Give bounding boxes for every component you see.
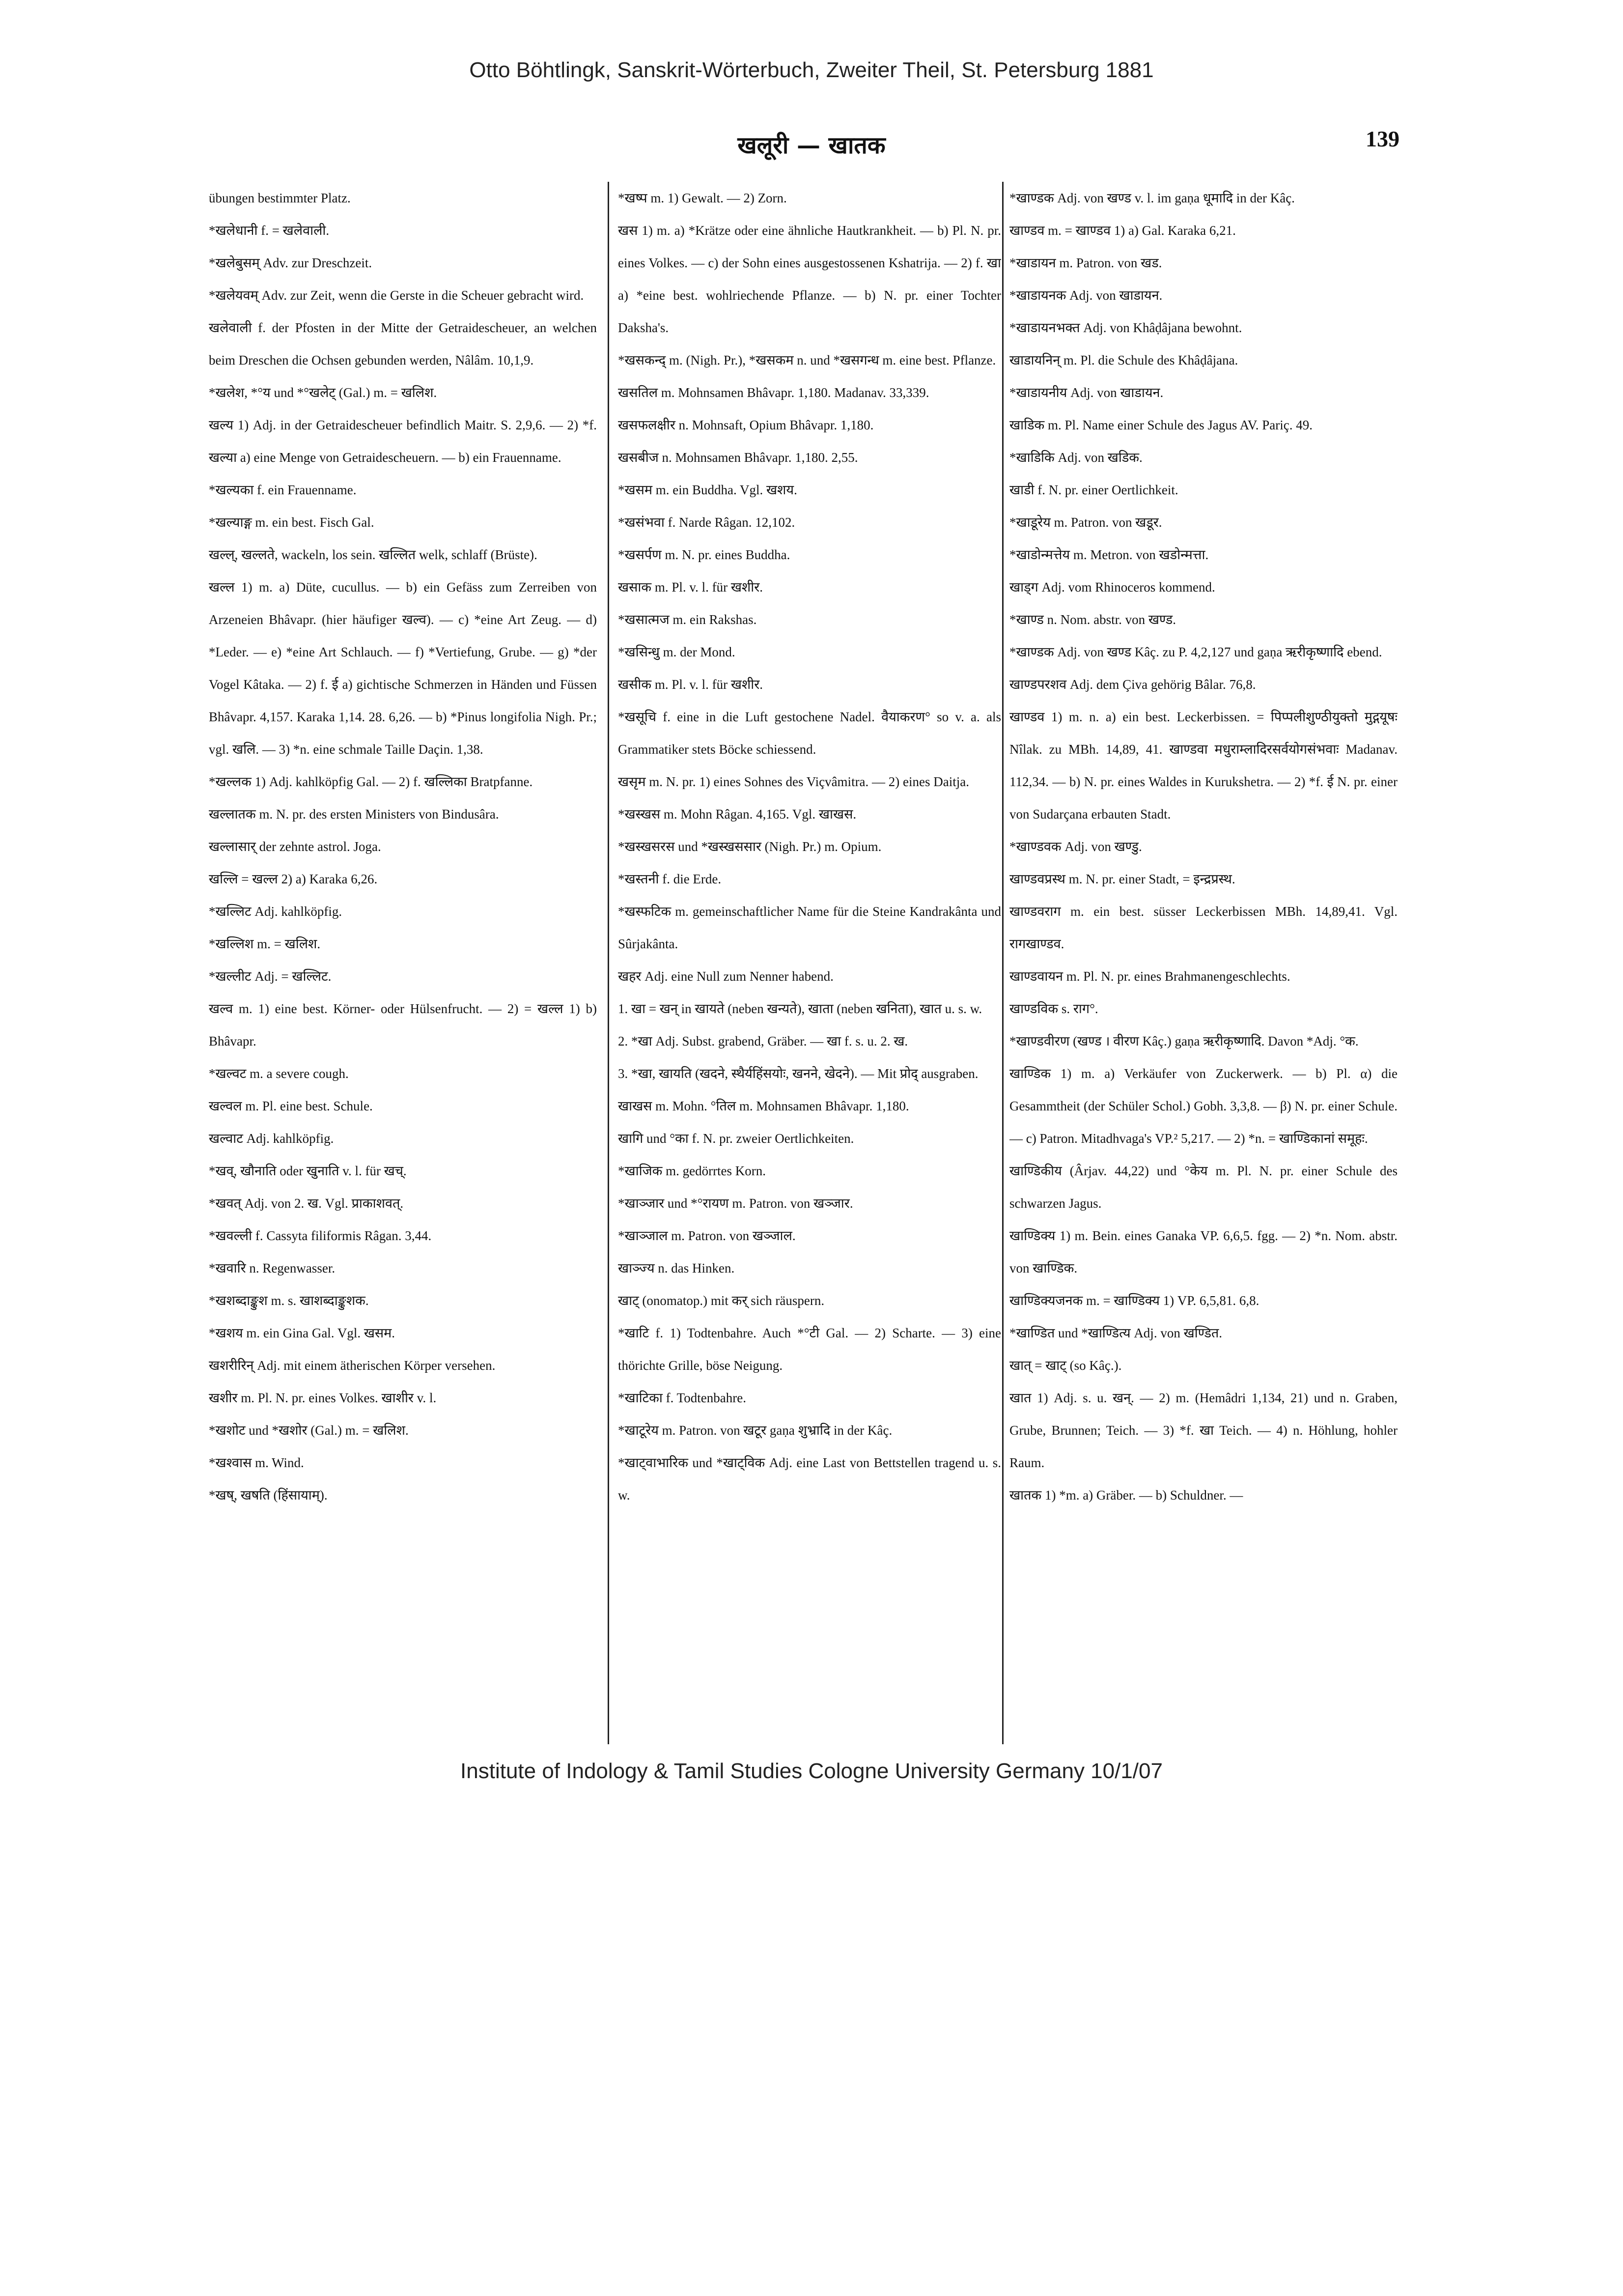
dictionary-entry: खाण्डिक 1) m. a) Verkäufer von Zuckerwerk. — b) Pl. α) die Gesammtheit (der Schüler Schol.) Gobh. 3,3,8. — β) N. pr. einer Schule. — c) Patron. Mitadhvaga's VP.² 5,217. — 2) *n. = खाण्डिकानां समूहः. (1009, 1066, 1398, 1146)
dictionary-entry: खल्लासार् der zehnte astrol. Joga. (209, 839, 381, 854)
dictionary-entry: खाण्डव 1) m. n. a) ein best. Leckerbissen. = पिप्पलीशुण्ठीयुक्तो मुद्गयूषः Nîlak. zu MBh. 14,89, 41. खाण्डवा मधुराम्लादिरसर्वयोगसंभवाः Madanav. 112,34. — b) N. pr. eines Waldes in Kurukshetra. — 2) *f. ई N. pr. einer von Sudarçana erbauten Stadt. (1009, 709, 1398, 822)
dictionary-entry: *खाट्वाभारिक und *खाट्विक Adj. eine Last von Bettstellen tragend u. s. w. (618, 1455, 1001, 1502)
dictionary-entry: खल्वल m. Pl. eine best. Schule. (209, 1099, 373, 1113)
footer-credit: Institute of Indology & Tamil Studies Cologne University Germany 10/1/07 (460, 1759, 1163, 1783)
dictionary-entry: खशरीरिन् Adj. mit einem ätherischen Körper versehen. (209, 1358, 496, 1373)
dictionary-entry: खशीर m. Pl. N. pr. eines Volkes. खाशीर v. l. (209, 1390, 437, 1405)
dictionary-entry: *खसूचि f. eine in die Luft gestochene Nadel. वैयाकरण° so v. a. als Grammatiker stets Böcke schiessend. (618, 709, 1001, 757)
dictionary-entry: खसाक m. Pl. v. l. für खशीर. (618, 580, 763, 595)
dictionary-entry: *खसात्मज m. ein Rakshas. (618, 612, 757, 627)
dictionary-entry: *खवारि n. Regenwasser. (209, 1261, 336, 1276)
dictionary-entry: *खाटि f. 1) Todtenbahre. Auch *°टी Gal. — 2) Scharte. — 3) eine thörichte Grille, böse Neigung. (618, 1326, 1001, 1373)
dictionary-entry: खसृम m. N. pr. 1) eines Sohnes des Viçvâmitra. — 2) eines Daitja. (618, 774, 969, 789)
dictionary-entry: खाडिक m. Pl. Name einer Schule des Jagus AV. Pariç. 49. (1009, 418, 1313, 432)
dictionary-entry: *खल्वट m. a severe cough. (209, 1066, 349, 1081)
dictionary-entry: खाट् (onomatop.) mit कर् sich räuspern. (618, 1293, 825, 1308)
dictionary-entry: *खाण्डक Adj. von खण्ड v. l. im gaṇa धूमादि in der Kâç. (1009, 191, 1295, 205)
dictionary-entry: übungen bestimmter Platz. (209, 191, 351, 205)
dictionary-entry: खाण्डव m. = खाण्डव 1) a) Gal. Karaka 6,21. (1009, 223, 1236, 238)
column-1 (209, 182, 597, 1739)
dictionary-entry: *खशय m. ein Gina Gal. Vgl. खसम. (209, 1326, 395, 1340)
dictionary-entry: *खवत् Adj. von 2. ख. Vgl. प्राकाशवत्. (209, 1196, 404, 1211)
dictionary-entry: *खलेबुसम् Adv. zur Dreschzeit. (209, 255, 372, 270)
dictionary-entry: *खाञ्जार und *°रायण m. Patron. von खञ्जार. (618, 1196, 853, 1211)
column-divider (608, 182, 609, 1744)
dictionary-entry: खाण्डवप्रस्थ m. N. pr. einer Stadt, = इन्द्रप्रस्थ. (1009, 872, 1235, 886)
dictionary-entry: 1. खा = खन् in खायते (neben खन्यते), खाता (neben खनिता), खात u. s. w. (618, 1001, 982, 1016)
dictionary-entry: *खाडायन m. Patron. von खड. (1009, 255, 1162, 270)
dictionary-entry: खसफलक्षीर n. Mohnsaft, Opium Bhâvapr. 1,180. (618, 418, 874, 432)
dictionary-entry: *खव्, खौनाति oder खुनाति v. l. für खच्. (209, 1163, 407, 1178)
dictionary-entry: खाण्डविक s. राग°. (1009, 1001, 1098, 1016)
dictionary-entry: *खाण्डवीरण (खण्ड । वीरण Kâç.) gaṇa ऋरीकृष्णादि. Davon *Adj. °क. (1009, 1034, 1359, 1049)
dictionary-entry: खल्लातक m. N. pr. des ersten Ministers von Bindusâra. (209, 807, 499, 822)
dictionary-entry: खाण्डवायन m. Pl. N. pr. eines Brahmanengeschlechts. (1009, 969, 1290, 984)
dictionary-entry: खाण्डिक्य 1) m. Bein. eines Ganaka VP. 6,6,5. fgg. — 2) *n. Nom. abstr. von खाण्डिक. (1009, 1228, 1398, 1276)
dictionary-entry: *खलेश, *°य und *°खलेट् (Gal.) m. = खलिश. (209, 385, 437, 400)
dictionary-entry: *खवल्ली f. Cassyta filiformis Râgan. 3,44. (209, 1228, 432, 1243)
dictionary-entry: खाखस m. Mohn. °तिल m. Mohnsamen Bhâvapr. 1,180. (618, 1099, 909, 1113)
column-3 (1009, 182, 1398, 1739)
dictionary-entry: खातक 1) *m. a) Gräber. — b) Schuldner. — (1009, 1488, 1243, 1502)
dictionary-entry: *खस्तनी f. die Erde. (618, 872, 722, 886)
dictionary-entry: *खाटूरेय m. Patron. von खटूर gaṇa शुभ्रादि in der Kâç. (618, 1423, 893, 1438)
dictionary-entry: खाण्डिकीय (Ârjav. 44,22) und °केय m. Pl. N. pr. einer Schule des schwarzen Jagus. (1009, 1163, 1398, 1211)
dictionary-entry: खाण्डपरशव Adj. dem Çiva gehörig Bâlar. 76,8. (1009, 677, 1256, 692)
dictionary-entry: *खाजिक m. gedörrtes Korn. (618, 1163, 766, 1178)
dictionary-entry: *खाडायनक Adj. von खाडायन. (1009, 288, 1163, 303)
dictionary-entry: *खसकन्द् m. (Nigh. Pr.), *खसकम n. und *खसगन्ध m. eine best. Pflanze. (618, 353, 996, 368)
column-2 (618, 182, 1001, 1739)
dictionary-entry: खसतिल m. Mohnsamen Bhâvapr. 1,180. Madanav. 33,339. (618, 385, 929, 400)
dictionary-entry: *खलेधानी f. = खलेवाली. (209, 223, 330, 238)
dictionary-entry: *खल्लिश m. = खलिश. (209, 936, 321, 951)
dictionary-entry: *खल्लिट Adj. kahlköpfig. (209, 904, 342, 919)
dictionary-entry: खात् = खाट् (so Kâç.). (1009, 1358, 1122, 1373)
dictionary-entry: खस 1) m. a) *Krätze oder eine ähnliche Hautkrankheit. — b) Pl. N. pr. eines Volkes. — c) der Sohn eines ausgestossenen Kshatrija. — 2) f. खा a) *eine best. wohlriechende Pflanze. — b) N. pr. einer Tochter Daksha's. (618, 223, 1001, 335)
dictionary-entry: 3. *खा, खायति (खदने, स्थैर्यहिंसयोः, खनने, खेदने). — Mit प्रोद् ausgraben. (618, 1066, 979, 1081)
dictionary-entry: खाण्डिक्यजनक m. = खाण्डिक्य 1) VP. 6,5,81. 6,8. (1009, 1293, 1259, 1308)
dictionary-entry: *खाण्डवक Adj. von खण्डु. (1009, 839, 1142, 854)
dictionary-entry: *खाण्ड n. Nom. abstr. von खण्ड. (1009, 612, 1176, 627)
dictionary-entry: खल्ल 1) m. a) Düte, cucullus. — b) ein Gefäss zum Zerreiben von Arzeneien Bhâvapr. (hier häufiger खल्व). — c) *eine Art Zeug. — d) *Leder. — e) *eine Art Schlauch. — f) *Vertiefung, Grube. — g) *der Vogel Kâtaka. — 2) f. ई a) gichtische Schmerzen in Händen und Füssen Bhâvapr. 4,157. Karaka 1,14. 28. 6,26. — b) *Pinus longifolia Nigh. Pr.; vgl. खलि. — 3) *n. eine schmale Taille Daçin. 1,38. (209, 580, 597, 757)
dictionary-entry: खसबीज n. Mohnsamen Bhâvapr. 1,180. 2,55. (618, 450, 858, 465)
dictionary-entry: *खाडायनीय Adj. von खाडायन. (1009, 385, 1164, 400)
dictionary-entry: खहर Adj. eine Null zum Nenner habend. (618, 969, 834, 984)
dictionary-entry: *खाण्डित und *खाण्डित्य Adj. von खण्डित. (1009, 1326, 1223, 1340)
dictionary-entry: *खसर्पण m. N. pr. eines Buddha. (618, 547, 790, 562)
dictionary-entry: *खाडोन्मत्तेय m. Metron. von खडोन्मत्ता. (1009, 547, 1209, 562)
dictionary-entry: खाण्डवराग m. ein best. süsser Leckerbissen MBh. 14,89,41. Vgl. रागखाण्डव. (1009, 904, 1398, 951)
dictionary-entry: *खलेयवम् Adv. zur Zeit, wenn die Gerste in die Scheuer gebracht wird. (209, 288, 584, 303)
dictionary-entry: *खसंभवा f. Narde Râgan. 12,102. (618, 515, 795, 530)
dictionary-entry: खाडायनिन् m. Pl. die Schule des Khâḍâjana. (1009, 353, 1238, 368)
dictionary-entry: 2. *खा Adj. Subst. grabend, Gräber. — खा f. s. u. 2. ख. (618, 1034, 908, 1049)
dictionary-entry: खसीक m. Pl. v. l. für खशीर. (618, 677, 763, 692)
dictionary-entry: *खस्खसरस und *खस्खससार (Nigh. Pr.) m. Opium. (618, 839, 882, 854)
dictionary-entry: *खसम m. ein Buddha. Vgl. खशय. (618, 482, 797, 497)
dictionary-entry: *खल्लक 1) Adj. kahlköpfig Gal. — 2) f. खल्लिका Bratpfanne. (209, 774, 533, 789)
header-citation: Otto Böhtlingk, Sanskrit-Wörterbuch, Zweiter Theil, St. Petersburg 1881 (469, 58, 1154, 82)
dictionary-entry: *खल्याङ्ग m. ein best. Fisch Gal. (209, 515, 374, 530)
dictionary-entry: *खाटिका f. Todtenbahre. (618, 1390, 746, 1405)
dictionary-entry: खल्लि = खल्ल 2) a) Karaka 6,26. (209, 872, 378, 886)
dictionary-entry: *खाडिकि Adj. von खडिक. (1009, 450, 1143, 465)
dictionary-entry: खाड्ग Adj. vom Rhinoceros kommend. (1009, 580, 1215, 595)
dictionary-entry: खात 1) Adj. s. u. खन्. — 2) m. (Hemâdri 1,134, 21) und n. Graben, Grube, Brunnen; Teich. — 3) *f. खा Teich. — 4) n. Höhlung, hohler Raum. (1009, 1390, 1398, 1470)
dictionary-entry: *खशोट und *खशोर (Gal.) m. = खलिश. (209, 1423, 409, 1438)
dictionary-entry: *खाडूरेय m. Patron. von खडूर. (1009, 515, 1162, 530)
dictionary-entry: खल्य 1) Adj. in der Getraidescheuer befindlich Maitr. S. 2,9,6. — 2) *f. खल्या a) eine Menge von Getraidescheuern. — b) ein Frauenname. (209, 418, 597, 465)
running-head: खलूरी — खातक (737, 132, 886, 159)
dictionary-entry: *खाण्डक Adj. von खण्ड Kâç. zu P. 4,2,127 und gaṇa ऋरीकृष्णादि ebend. (1009, 645, 1382, 659)
dictionary-entry: *खष्, खषति (हिंसायाम्). (209, 1488, 328, 1502)
dictionary-entry: खल्व m. 1) eine best. Körner- oder Hülsenfrucht. — 2) = खल्ल 1) b) Bhâvapr. (209, 1001, 597, 1049)
dictionary-entry: *खश्वास m. Wind. (209, 1455, 304, 1470)
dictionary-entry: खाडी f. N. pr. einer Oertlichkeit. (1009, 482, 1178, 497)
dictionary-entry: *खस्फटिक m. gemeinschaftlicher Name für die Steine Kandrakânta und Sûrjakânta. (618, 904, 1001, 951)
dictionary-entry: *खष्प m. 1) Gewalt. — 2) Zorn. (618, 191, 787, 205)
dictionary-entry: खल्वाट Adj. kahlköpfig. (209, 1131, 334, 1146)
dictionary-entry: खागि und °का f. N. pr. zweier Oertlichkeiten. (618, 1131, 854, 1146)
dictionary-entry: *खाडायनभक्त Adj. von Khâḍâjana bewohnt. (1009, 320, 1242, 335)
dictionary-entry: खलेवाली f. der Pfosten in der Mitte der Getraidescheuer, an welchen beim Dreschen die Ochsen gebunden werden, Nâlâm. 10,1,9. (209, 320, 597, 368)
column-divider (1002, 182, 1004, 1744)
dictionary-entry: खल्ल्, खल्लते, wackeln, los sein. खल्लित welk, schlaff (Brüste). (209, 547, 537, 562)
dictionary-entry: *खस्खस m. Mohn Râgan. 4,165. Vgl. खाखस. (618, 807, 857, 822)
dictionary-entry: *खाञ्जाल m. Patron. von खञ्जाल. (618, 1228, 796, 1243)
dictionary-entry: *खल्यका f. ein Frauenname. (209, 482, 357, 497)
dictionary-entry: खाञ्ज्य n. das Hinken. (618, 1261, 735, 1276)
page-number: 139 (1366, 126, 1399, 151)
dictionary-entry: *खल्लीट Adj. = खल्लिट. (209, 969, 332, 984)
dictionary-entry: *खशब्दाङ्कुश m. s. खाशब्दाङ्कुशक. (209, 1293, 369, 1308)
dictionary-entry: *खसिन्धु m. der Mond. (618, 645, 735, 659)
